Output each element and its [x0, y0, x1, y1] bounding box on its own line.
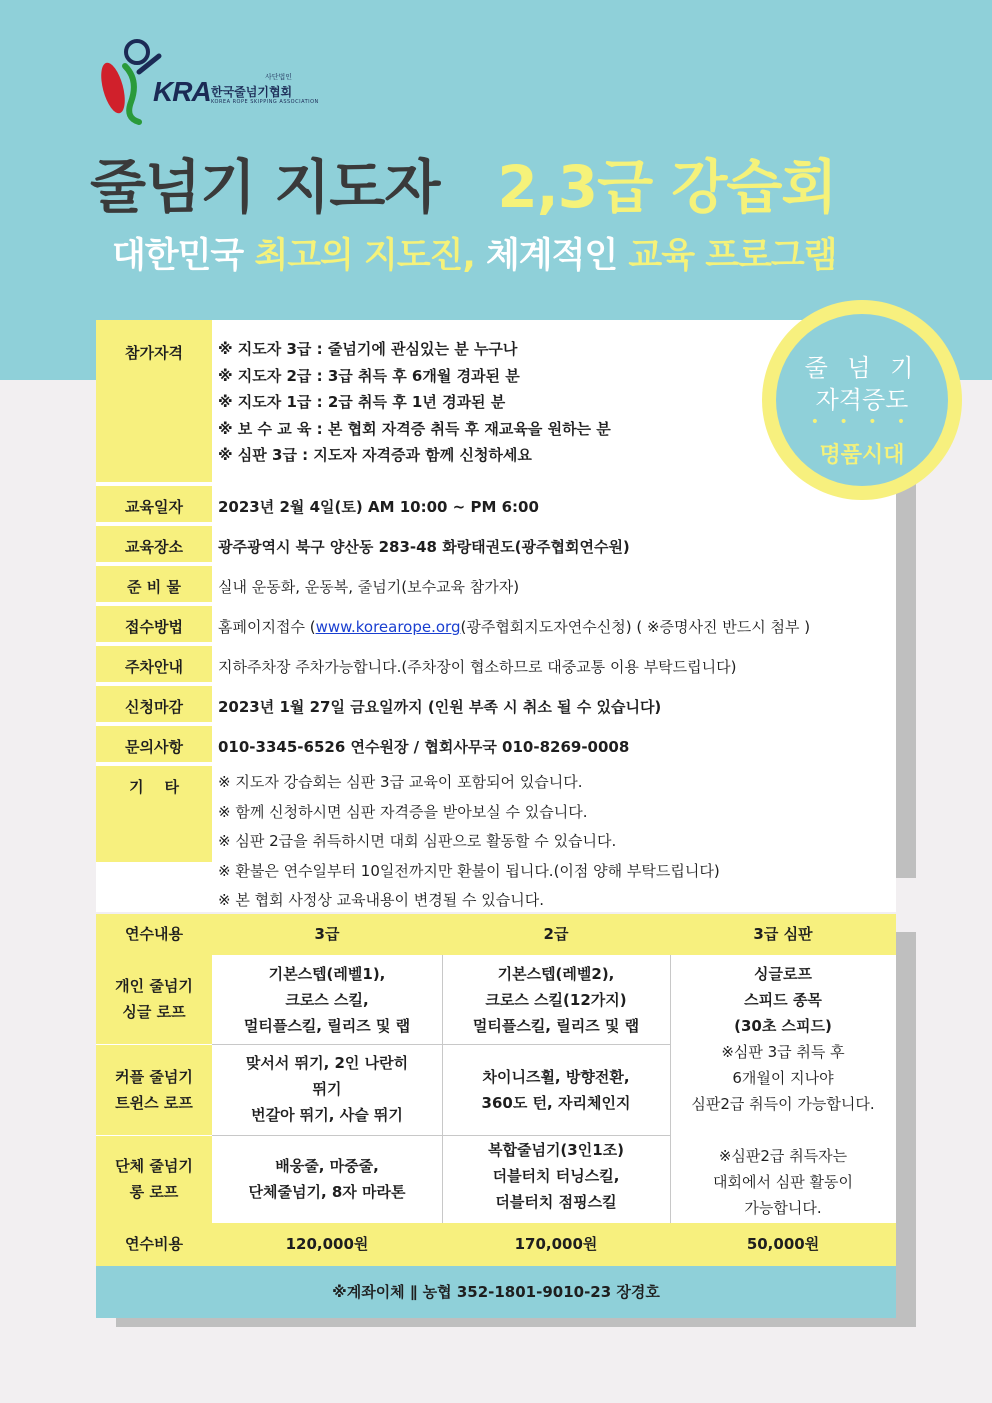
- row-label: [96, 646, 212, 682]
- subtitle-p4: 교육 프로그램: [628, 236, 837, 276]
- row-apply: [96, 606, 896, 642]
- etc-lines: [218, 766, 896, 912]
- cell-2-long: [442, 1135, 670, 1223]
- row-parking: [96, 646, 896, 682]
- logo-name-kr: 한국줄넘기협회: [211, 85, 293, 99]
- badge-line2: 자격증도: [815, 386, 909, 414]
- etc-line: ※ 함께 신청하시면 심판 자격증을 받아보실 수 있습니다.: [218, 802, 588, 821]
- referee-note: 가능합니다.: [744, 1199, 822, 1217]
- deadline-value: 2023년 1월 27일 금요일까지 (인원 부족 시 취소 될 수 있습니다): [218, 698, 662, 716]
- etc-line: ※ 심판 2급을 취득하시면 대회 심판으로 활동할 수 있습니다.: [218, 832, 617, 850]
- logo-abbr: KRA: [153, 76, 211, 107]
- referee-note: 6개월이 지나야: [732, 1069, 834, 1087]
- title-part2: 2,3급 강습회: [497, 153, 837, 221]
- badge-dots: • • • •: [810, 414, 914, 430]
- etc-line: ※ 환불은 연수일부터 10일전까지만 환불이 됩니다.(이점 양해 부탁드립니다): [218, 861, 720, 880]
- cell-line: 복합줄넘기(3인1조): [487, 1141, 625, 1159]
- cell-referee: [670, 955, 896, 1223]
- referee-note: 심판2급 취득이 가능합니다.: [691, 1095, 875, 1113]
- contact-value: 010-3345-6526 연수원장 / 협회사무국 010-8269-0008: [218, 738, 630, 756]
- date-label: 교육일자: [125, 498, 183, 516]
- row-etc: [96, 766, 896, 912]
- qualification-line: ※ 지도자 2급 : 3급 취득 후 6개월 경과된 분: [218, 366, 520, 385]
- apply-prefix: 홈페이지접수 (: [218, 618, 316, 636]
- row-label: [96, 566, 212, 602]
- table-header: 3급: [212, 914, 442, 955]
- cell-3-couple: [212, 1044, 442, 1135]
- referee-line: 싱글로프: [754, 965, 812, 983]
- deadline-label: 신청마감: [125, 698, 183, 716]
- grid-line: [212, 1044, 670, 1045]
- cell-line: 배웅줄, 마중줄,: [275, 1157, 379, 1175]
- cell-line: 더블터치 터닝스킬,: [492, 1167, 620, 1185]
- cell-line: 맞서서 뛰기, 2인 나란히: [245, 1054, 409, 1072]
- place-value: 광주광역시 북구 양산동 283-48 화랑태권도(광주협회연수원): [218, 538, 630, 556]
- label-line: 단체 줄넘기: [115, 1157, 193, 1175]
- kra-logo: [95, 36, 325, 126]
- table-header: 3급 심판: [670, 914, 896, 955]
- cell-line: 뛰기: [312, 1080, 342, 1098]
- parking-value: 지하주차장 주차가능합니다.(주차장이 협소하므로 대중교통 이용 부탁드립니다): [218, 658, 737, 676]
- referee-line: (30초 스피드): [734, 1017, 832, 1035]
- subtitle-p3: 체계적인: [474, 236, 629, 276]
- label-line: 개인 줄넘기: [115, 977, 193, 995]
- badge-line3: 명품시대: [819, 443, 905, 468]
- fee-value: 120,000원: [285, 1235, 369, 1253]
- cell-2-couple: [442, 1044, 670, 1135]
- label-line: 커플 줄넘기: [115, 1068, 193, 1086]
- bank-account-footer: ※계좌이체 ∥ 농협 352-1801-9010-23 장경호: [96, 1266, 896, 1318]
- badge-inner: [776, 314, 948, 486]
- cell-line: 크로스 스킬,: [285, 991, 369, 1009]
- row-date: [96, 486, 896, 522]
- qualification-line: ※ 보 수 교 육 : 본 협회 자격증 취득 후 재교육을 원하는 분: [218, 419, 611, 438]
- referee-note: 대회에서 심판 활동이: [713, 1173, 853, 1191]
- row-label: [96, 686, 212, 722]
- referee-note: [670, 1117, 896, 1143]
- row-items: [96, 566, 896, 602]
- grid-line: [96, 1135, 212, 1136]
- cell-3-long: [212, 1135, 442, 1223]
- qualification-line: ※ 지도자 1급 : 2급 취득 후 1년 경과된 분: [218, 393, 506, 411]
- course-table: [96, 914, 896, 1266]
- date-value: 2023년 2월 4일(토) AM 10:00 ~ PM 6:00: [218, 498, 539, 516]
- apply-label: 접수방법: [125, 618, 183, 636]
- title-part1: 줄넘기 지도자: [90, 153, 440, 221]
- cell-line: 멀티플스킬, 릴리즈 및 랩: [472, 1017, 640, 1035]
- qualification-line: ※ 심판 3급 : 지도자 자격증과 함께 신청하세요: [218, 446, 532, 464]
- cell-line: 더블터치 점핑스킬: [495, 1193, 617, 1211]
- grid-line: [96, 1044, 212, 1045]
- logo-name-en: KOREA ROPE SKIPPING ASSOCIATION: [211, 99, 319, 105]
- fee-value: 170,000원: [514, 1235, 598, 1253]
- referee-note: ※심판 3급 취득 후: [721, 1043, 845, 1061]
- row-label: [96, 486, 212, 522]
- row-contact: [96, 726, 896, 762]
- logo-small-tag: 사단법인: [265, 73, 293, 81]
- label-line: 트윈스 로프: [115, 1094, 193, 1112]
- etc-line: ※ 지도자 강습회는 심판 3급 교육이 포함되어 있습니다.: [218, 773, 583, 791]
- row-label-long: [96, 1135, 212, 1223]
- row-label: [96, 606, 212, 642]
- apply-value: [218, 606, 896, 642]
- items-label: 준 비 물: [127, 578, 181, 596]
- fee-label: 연수비용: [125, 1235, 183, 1253]
- cell-line: 멀티플스킬, 릴리즈 및 랩: [243, 1017, 411, 1035]
- contact-label: 문의사항: [125, 738, 183, 756]
- table-header: 연수내용: [96, 914, 212, 955]
- cell-3-single: [212, 955, 442, 1044]
- cell-2-single: [442, 955, 670, 1044]
- label-line: 싱글 로프: [122, 1003, 186, 1021]
- subtitle-p2: 최고의 지도진,: [254, 236, 475, 276]
- referee-note: ※심판2급 취득자는: [718, 1147, 848, 1165]
- row-label-single: [96, 955, 212, 1044]
- certificate-badge: [762, 300, 962, 500]
- grid-line: [670, 955, 671, 1223]
- cell-line: 단체줄넘기, 8자 마라톤: [248, 1183, 406, 1201]
- place-label: 교육장소: [125, 538, 183, 556]
- referee-line: 스피드 종목: [744, 991, 822, 1009]
- grid-line: [212, 1135, 670, 1136]
- table-header: 2급: [442, 914, 670, 955]
- cell-line: 크로스 스킬(12가지): [485, 991, 627, 1009]
- cell-line: 번갈아 뛰기, 사슬 뛰기: [251, 1106, 403, 1124]
- page-title: [90, 140, 950, 220]
- row-label: [96, 320, 212, 482]
- row-deadline: [96, 686, 896, 722]
- etc-line: ※ 본 협회 사정상 교육내용이 변경될 수 있습니다.: [218, 891, 545, 909]
- qualification-label: 참가자격: [125, 344, 183, 362]
- etc-label: 기 타: [129, 778, 179, 796]
- cell-line: 차이니즈휠, 방향전환,: [482, 1068, 630, 1086]
- apply-suffix: (광주협회지도자연수신청) ( ※증명사진 반드시 첨부 ): [460, 618, 811, 636]
- homepage-link[interactable]: www.korearope.org: [315, 618, 461, 636]
- grid-line: [442, 955, 443, 1223]
- parking-label: 주차안내: [125, 658, 183, 676]
- cell-line: 360도 턴, 자리체인지: [481, 1094, 631, 1112]
- page-subtitle: [112, 228, 942, 278]
- label-line: 롱 로프: [129, 1183, 179, 1201]
- badge-line1: 줄 넘 기: [804, 354, 920, 382]
- row-label-couple: [96, 1044, 212, 1135]
- row-place: [96, 526, 896, 562]
- cell-line: 기본스텝(레벨1),: [268, 965, 386, 983]
- fee-value: 50,000원: [746, 1235, 820, 1253]
- row-label: [96, 526, 212, 562]
- subtitle-p1: 대한민국: [112, 236, 255, 276]
- cell-line: 기본스텝(레벨2),: [497, 965, 615, 983]
- row-label: [96, 726, 212, 762]
- qualification-line: ※ 지도자 3급 : 줄넘기에 관심있는 분 누구나: [218, 340, 518, 358]
- items-value: 실내 운동화, 운동복, 줄넘기(보수교육 참가자): [218, 578, 520, 596]
- row-label: [96, 766, 212, 862]
